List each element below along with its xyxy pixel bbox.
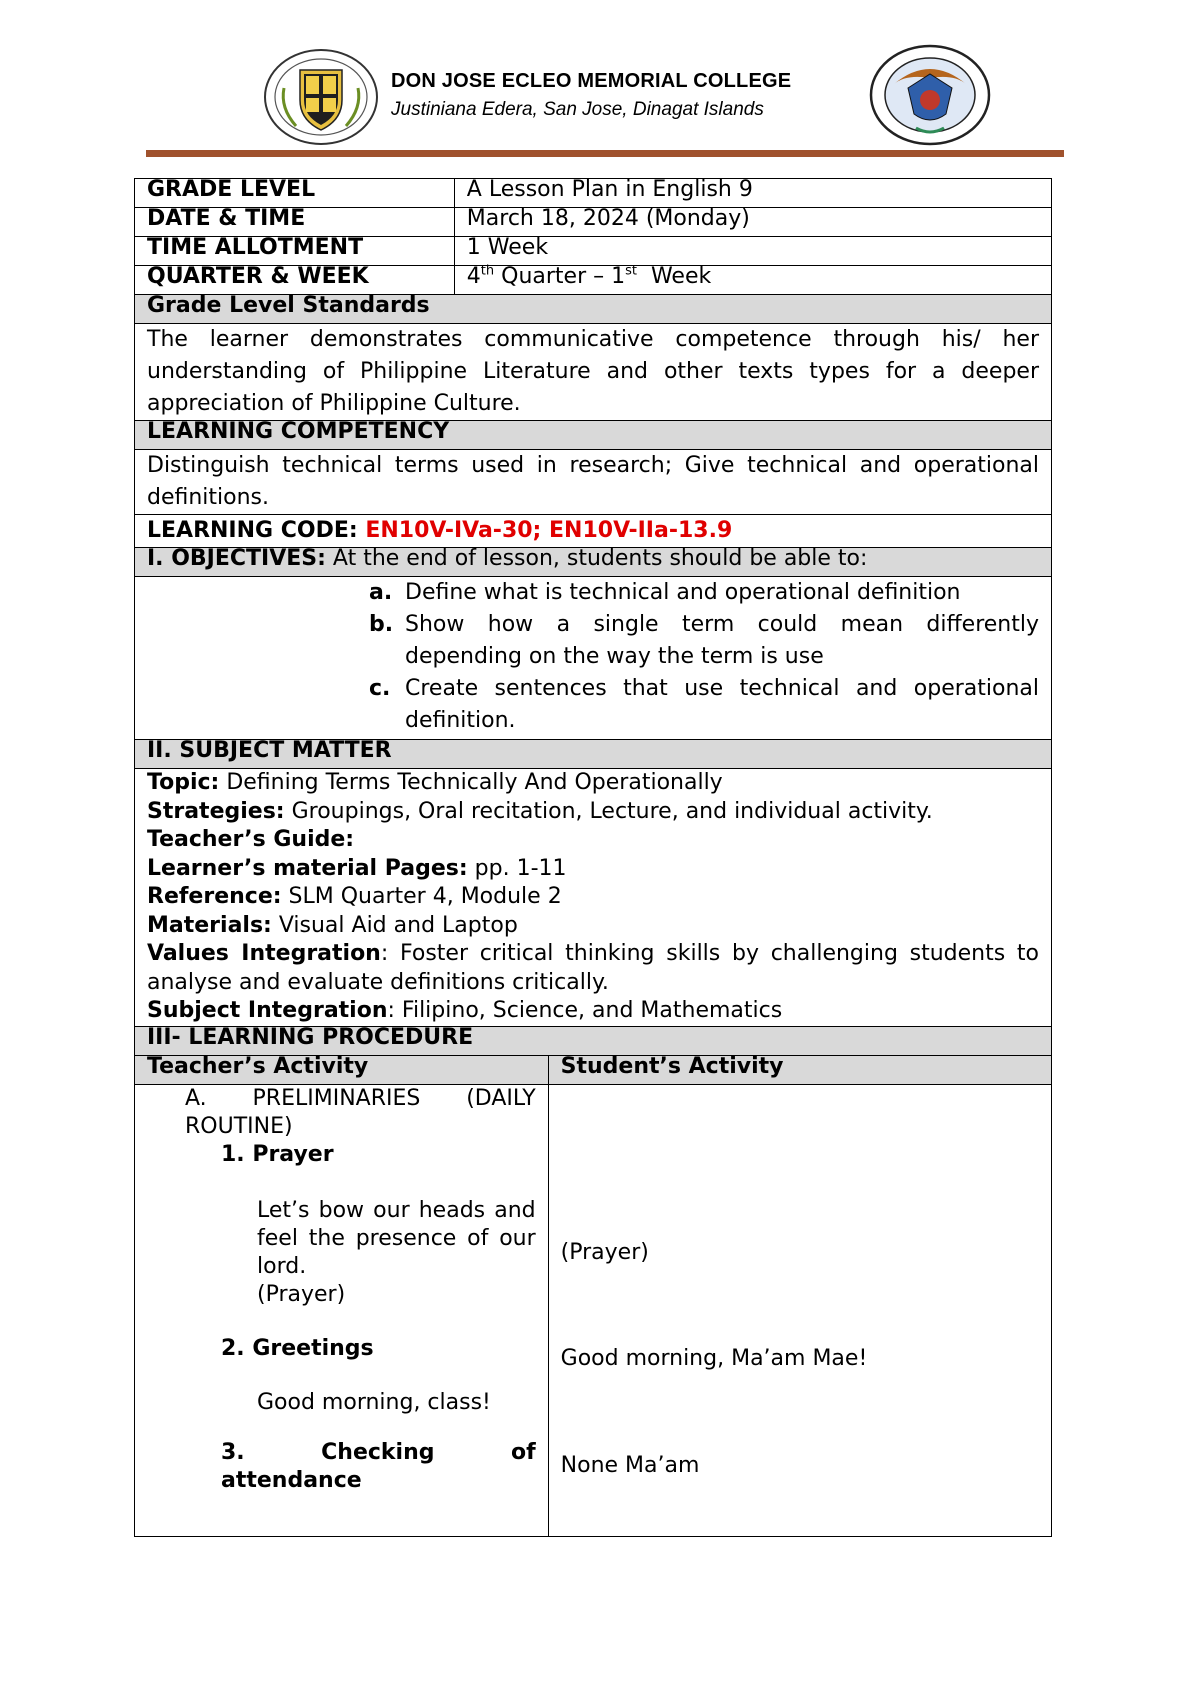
strategies-line: Strategies: Groupings, Oral recitation, Lecture, and individual activity. bbox=[147, 798, 933, 824]
prayer-title: 1. Prayer bbox=[221, 1141, 334, 1167]
document-header bbox=[0, 0, 1200, 160]
college-name: DON JOSE ECLEO MEMORIAL COLLEGE bbox=[391, 70, 792, 92]
prayer-parenthetical: (Prayer) bbox=[257, 1281, 346, 1307]
competency-heading: LEARNING COMPETENCY bbox=[135, 421, 1052, 450]
grade-level-label: GRADE LEVEL bbox=[135, 179, 455, 208]
teachers-guide-line: Teacher’s Guide: bbox=[147, 827, 355, 852]
quarter-week-value: 4th Quarter – 1st Week bbox=[454, 266, 1051, 295]
reference-line: Reference: SLM Quarter 4, Module 2 bbox=[147, 884, 562, 909]
objectives-heading: I. OBJECTIVES: At the end of lesson, students should be able to: bbox=[135, 548, 1052, 577]
student-greeting: Good morning, Ma’am Mae! bbox=[560, 1345, 868, 1371]
teacher-activity-cell bbox=[135, 1084, 549, 1536]
time-allotment-value: 1 Week bbox=[454, 237, 1051, 266]
procedure-heading: III- LEARNING PROCEDURE bbox=[135, 1026, 1052, 1055]
standards-text: The learner demonstrates communicative competence through his/ her understanding of Philippine Literature and other texts types for a deeper appreciation of Philippine Culture. bbox=[135, 324, 1052, 421]
materials-line: Materials: Visual Aid and Laptop bbox=[147, 912, 518, 938]
prayer-instruction: Let’s bow our heads and feel the presence of our lord. bbox=[257, 1197, 536, 1279]
objective-item: c. Create sentences that use technical and operational definition. bbox=[369, 676, 1039, 733]
pages-line: Learner’s material Pages: pp. 1-11 bbox=[147, 855, 567, 881]
preliminaries-heading: A. PRELIMINARIES (DAILY ROUTINE) bbox=[185, 1085, 536, 1139]
values-integration-line: Values Integration: Foster critical thinking skills by challenging students to analyse and evaluate definitions critically. bbox=[147, 941, 1040, 995]
subject-matter-heading: II. SUBJECT MATTER bbox=[135, 740, 1052, 769]
college-address: Justiniana Edera, San Jose, Dinagat Islands bbox=[391, 99, 764, 120]
student-activity-header: Student’s Activity bbox=[548, 1055, 1051, 1084]
competency-text: Distinguish technical terms used in research; Give technical and operational definitions. bbox=[135, 450, 1052, 515]
date-time-label: DATE & TIME bbox=[135, 208, 455, 237]
learning-code: LEARNING CODE: EN10V-IVa-30; EN10V-IIa-13.9 bbox=[135, 515, 1052, 548]
date-time-value: March 18, 2024 (Monday) bbox=[454, 208, 1051, 237]
greetings-text: Good morning, class! bbox=[257, 1389, 491, 1415]
objective-item: b. Show how a single term could mean differently depending on the way the term is use bbox=[369, 612, 1039, 669]
attendance-title: 3. Checking of attendance bbox=[221, 1439, 536, 1493]
subject-matter-body bbox=[135, 769, 1052, 1027]
time-allotment-label: TIME ALLOTMENT bbox=[135, 237, 455, 266]
subject-integration-line: Subject Integration: Filipino, Science, and Mathematics bbox=[147, 998, 783, 1023]
lesson-plan-table bbox=[134, 178, 1052, 1537]
grade-level-value: A Lesson Plan in English 9 bbox=[454, 179, 1051, 208]
teacher-activity-header: Teacher’s Activity bbox=[135, 1055, 549, 1084]
college-seal-logo bbox=[262, 48, 380, 146]
quarter-week-label: QUARTER & WEEK bbox=[135, 266, 455, 295]
topic-line: Topic: Defining Terms Technically And Operationally bbox=[147, 770, 723, 795]
student-attendance: None Ma’am bbox=[560, 1452, 700, 1478]
objective-item: a. Define what is technical and operational definition bbox=[369, 580, 961, 605]
teacher-education-seal-logo bbox=[868, 44, 992, 146]
student-activity-cell bbox=[548, 1084, 1051, 1536]
learning-code-value: EN10V-IVa-30; EN10V-IIa-13.9 bbox=[365, 518, 733, 543]
student-prayer: (Prayer) bbox=[560, 1239, 649, 1265]
standards-heading: Grade Level Standards bbox=[135, 295, 1052, 324]
objectives-list bbox=[135, 577, 1052, 740]
header-divider bbox=[146, 150, 1064, 157]
greetings-title: 2. Greetings bbox=[221, 1335, 374, 1361]
